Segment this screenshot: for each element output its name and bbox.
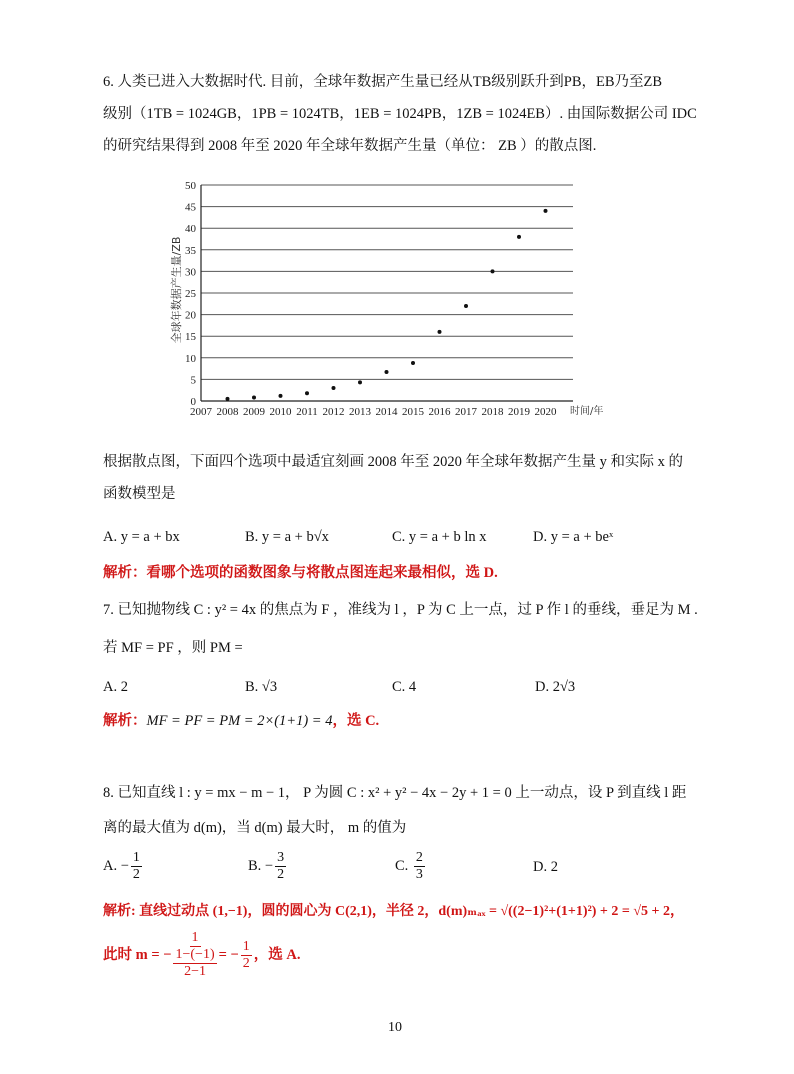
q7-line-1: 7. 已知抛物线 C : y² = 4x 的焦点为 F ，准线为 l ，P 为 C 上一点，过 P 作 l 的垂线，垂足为 M . (103, 602, 698, 618)
q6-option-d: D. y = a + beˣ (533, 529, 614, 545)
numerator: 3 (277, 850, 285, 865)
q8-answer-line-2 (103, 930, 301, 980)
q7-option-d: D. 2√3 (535, 679, 576, 695)
q6-after-line-2: 函数模型是 (103, 486, 176, 502)
q6-line-3: 的研究结果得到 2008 年至 2020 年全球年数据产生量（单位： ZB ）的散点图. (103, 138, 597, 154)
inner-denominator: 2−1 (184, 964, 206, 979)
y-tick-label: 30 (185, 266, 196, 279)
x-tick-label: 2014 (375, 406, 398, 418)
x-axis-label: 时间/年 (570, 406, 604, 417)
q8-option-a (103, 850, 144, 883)
q8-option-b (248, 850, 288, 883)
y-tick-label: 5 (190, 374, 196, 387)
q7-option-b: B. √3 (245, 679, 278, 695)
y-tick-label: 35 (185, 244, 196, 257)
data-point (544, 209, 548, 213)
denominator: 2 (242, 955, 250, 971)
q7-answer (103, 711, 379, 731)
answer-tail: ，选 A. (253, 947, 301, 963)
q8-option-d: D. 2 (533, 859, 558, 875)
answer-prefix: 此时 m = − (103, 947, 172, 963)
numerator: 1 (242, 938, 250, 954)
data-point (279, 394, 283, 398)
q6-option-a: A. y = a + bx (103, 529, 180, 545)
inner-numerator: 1−(−1) (175, 947, 215, 962)
q6-after-line-1: 根据散点图，下面四个选项中最适宜刻画 2008 年至 2020 年全球年数据产生量 y 和实际 x 的 (103, 454, 683, 470)
denominator: 3 (415, 867, 423, 882)
data-point (305, 391, 309, 395)
answer-math: MF = PF = PM = 2×(1+1) = 4 (146, 713, 333, 729)
q6-answer: 解析：看哪个选项的函数图象与将散点图连起来最相似，选 D. (103, 565, 498, 581)
option-label: A. − (103, 857, 129, 874)
y-tick-label: 25 (185, 288, 196, 300)
data-point (411, 361, 415, 365)
q6-option-b: B. y = a + b√x (245, 529, 329, 545)
numerator: 2 (415, 850, 423, 865)
q7-option-a: A. 2 (103, 679, 128, 695)
data-point (226, 397, 230, 401)
answer-equals: = − (218, 947, 239, 963)
numerator: 1 (191, 930, 199, 945)
y-tick-label: 40 (185, 223, 196, 236)
q8-line-2: 离的最大值为 d(m)，当 d(m) 最大时， m 的值为 (103, 820, 407, 836)
denominator: 2 (132, 867, 140, 882)
denominator: 2 (277, 867, 285, 882)
x-tick-label: 2016 (428, 406, 451, 418)
data-point (252, 396, 256, 400)
data-point (517, 235, 521, 239)
answer-tail: ，选 C. (332, 713, 380, 729)
q8-answer-line-1: 解析: 直线过动点 (1,−1)，圆的圆心为 C(2,1)，半径 2，d(m)ₘₐₓ = √((2−1)²+(1+1)²) + 2 = √5 + 2， (103, 904, 685, 919)
x-tick-label: 2015 (402, 406, 424, 418)
data-point (464, 304, 468, 308)
q6-line-1: 6. 人类已进入大数据时代. 目前，全球年数据产生量已经从TB级别跃升到PB，EB乃至ZB (103, 74, 663, 90)
option-label: B. − (248, 857, 274, 874)
y-tick-label: 10 (185, 352, 196, 365)
data-point (491, 269, 495, 273)
q7-line-2: 若 MF = PF ，则 PM = (103, 640, 243, 656)
numerator: 1 (132, 850, 140, 865)
y-tick-label: 45 (185, 201, 196, 214)
answer-label: 解析： (103, 713, 147, 729)
x-tick-label: 2008 (216, 406, 239, 418)
q6-option-c: C. y = a + b ln x (392, 529, 487, 545)
y-tick-label: 15 (185, 331, 196, 344)
x-tick-label: 2020 (534, 406, 557, 418)
y-axis-label: 全球年数据产生量/ZB (170, 236, 183, 344)
q8-line-1: 8. 已知直线 l : y = mx − m − 1， P 为圆 C : x² + y² − 4x − 2y + 1 = 0 上一动点，设 P 到直线 l 距 (103, 785, 687, 801)
x-tick-label: 2012 (322, 406, 345, 418)
x-tick-label: 2018 (481, 406, 504, 418)
q7-option-c: C. 4 (392, 679, 417, 695)
q8-option-c (395, 850, 427, 883)
y-tick-label: 0 (190, 396, 196, 408)
y-tick-label: 50 (185, 180, 196, 192)
page-number: 10 (388, 1020, 402, 1035)
data-point (438, 330, 442, 334)
option-label: C. (395, 857, 412, 874)
scatter-chart (160, 172, 604, 422)
y-tick-label: 20 (185, 309, 196, 322)
data-point (385, 370, 389, 374)
x-tick-label: 2011 (296, 406, 318, 418)
x-tick-label: 2017 (455, 406, 477, 418)
x-tick-label: 2007 (190, 406, 212, 418)
data-point (358, 380, 362, 384)
q6-line-2: 级别（1TB = 1024GB，1PB = 1024TB，1EB = 1024PB，1ZB = 1024EB）. 由国际数据公司 IDC (103, 106, 697, 122)
x-tick-label: 2010 (269, 406, 292, 418)
x-tick-label: 2013 (349, 406, 371, 418)
x-tick-label: 2009 (243, 406, 265, 418)
x-tick-label: 2019 (508, 406, 530, 418)
data-point (332, 386, 336, 390)
